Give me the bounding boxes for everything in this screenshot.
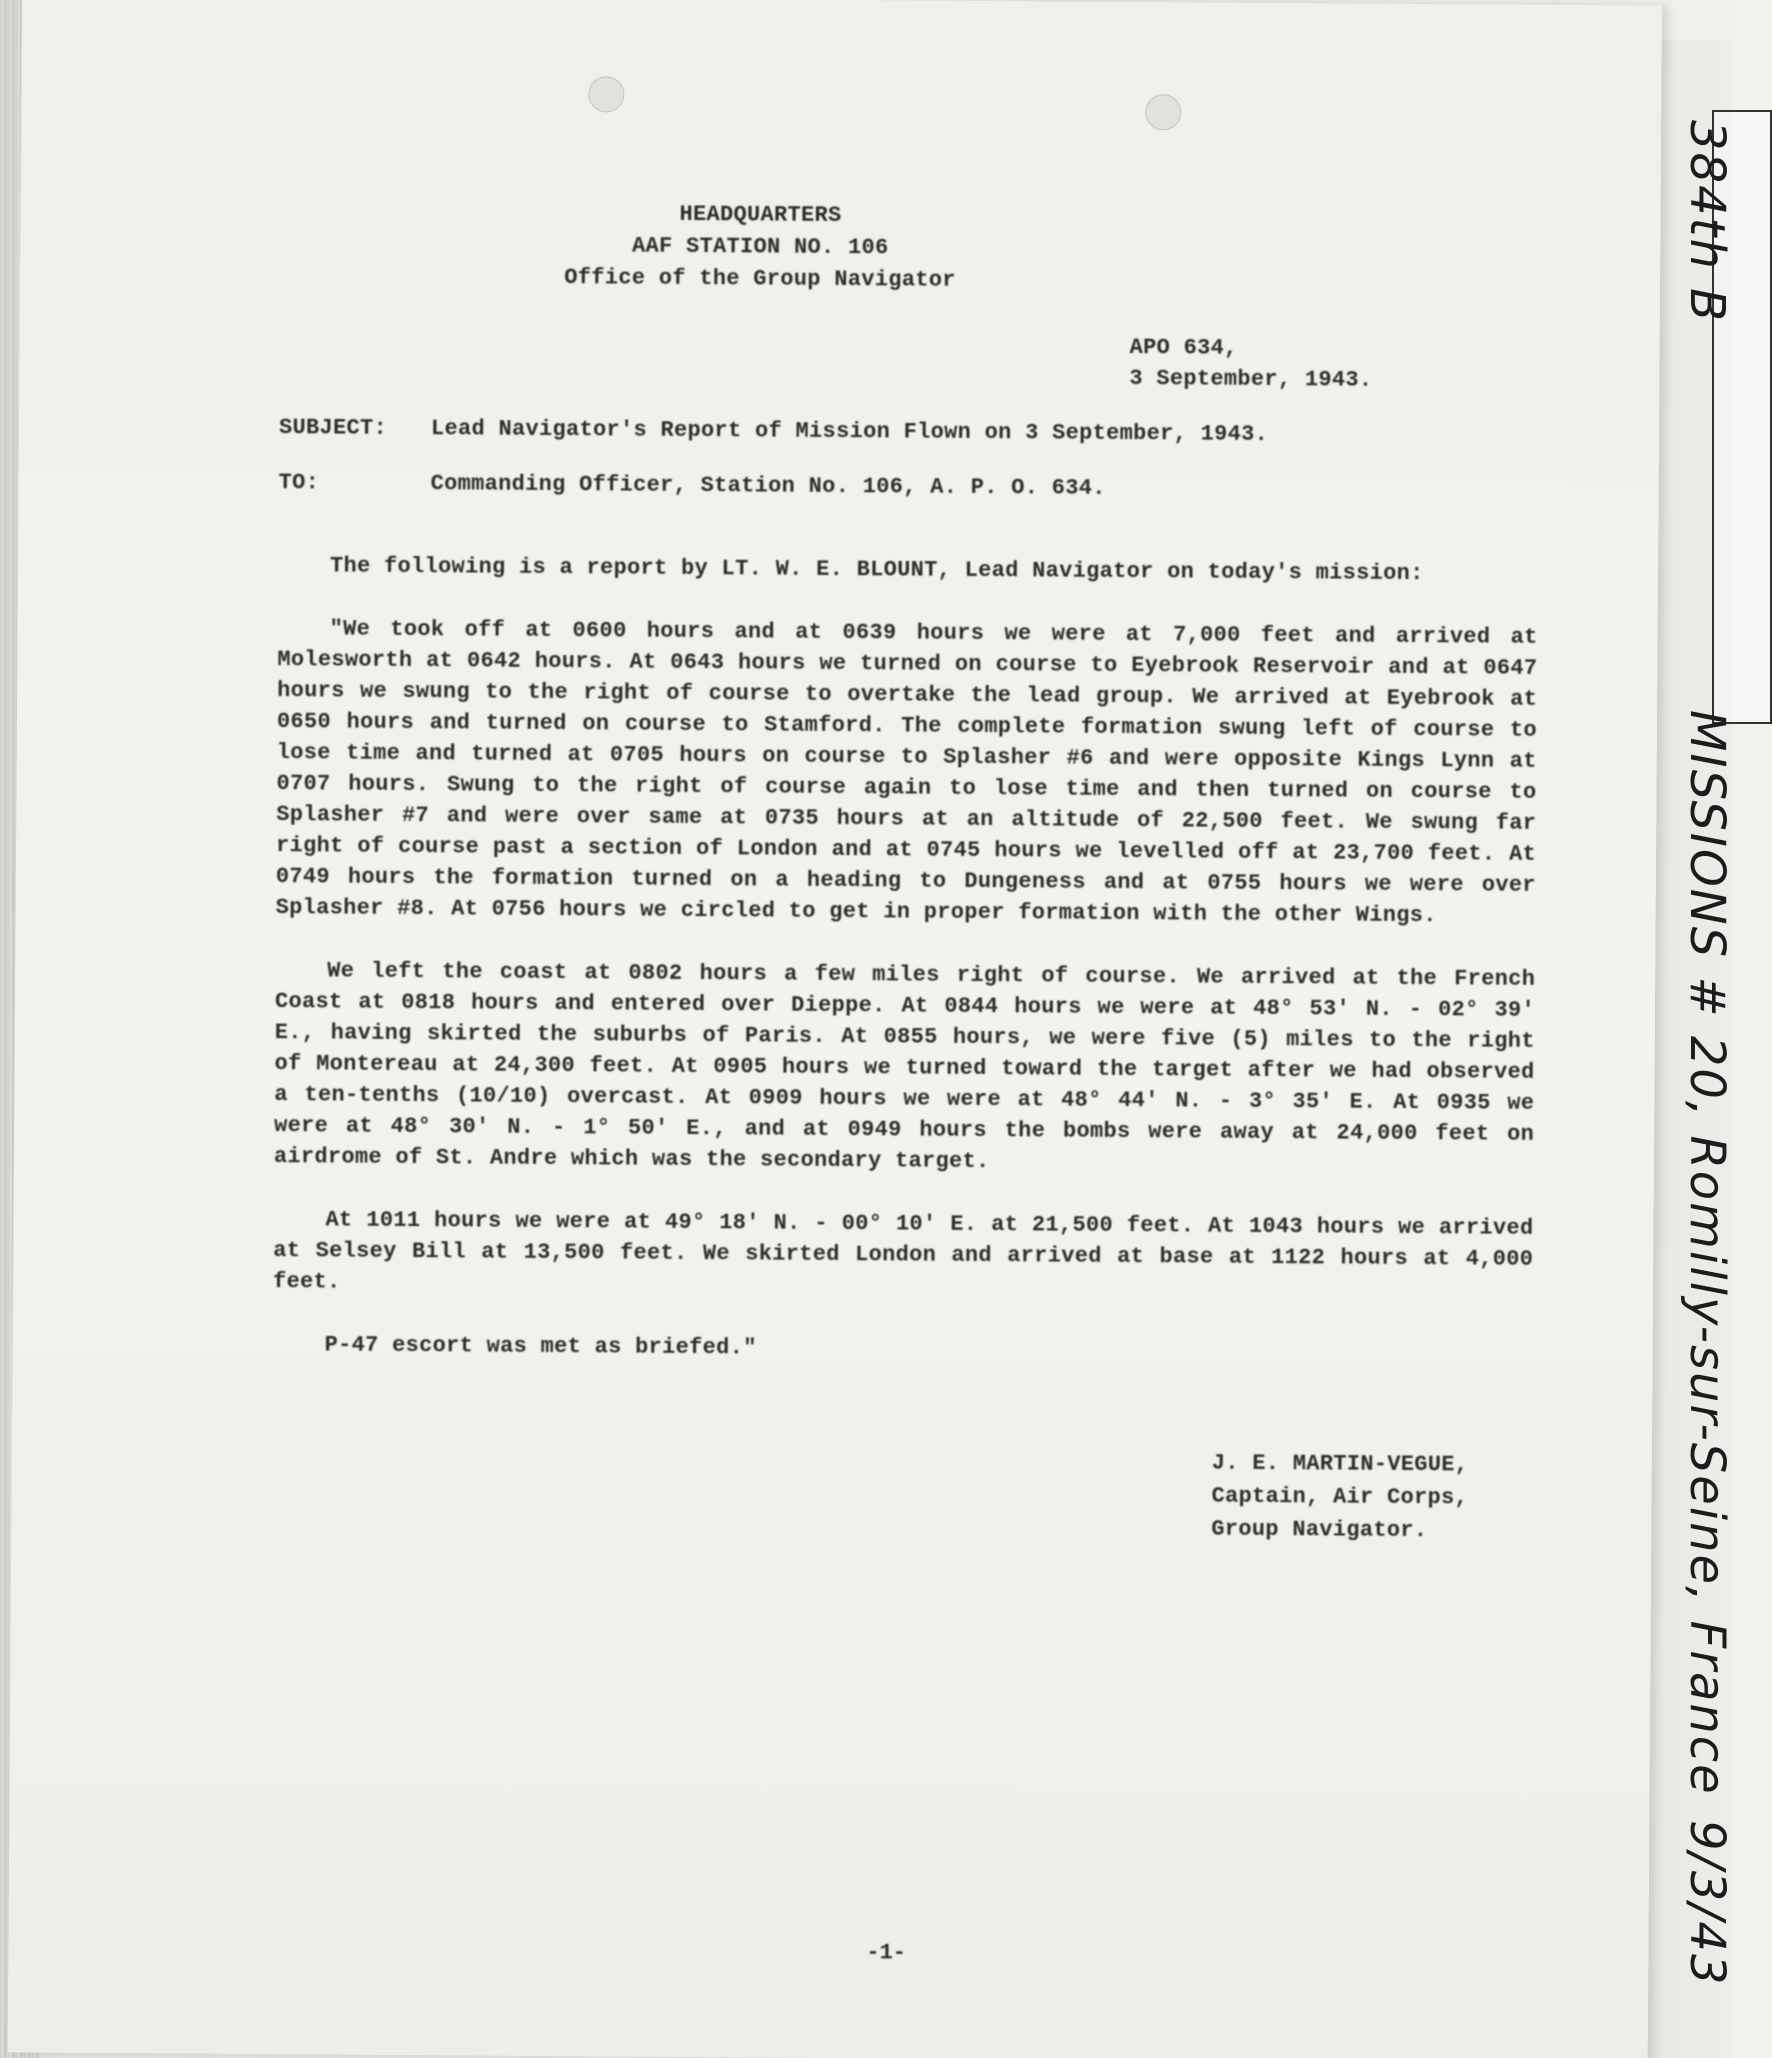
subject-label: SUBJECT: — [278, 415, 388, 441]
to-row — [279, 467, 1539, 507]
document-page — [8, 0, 1662, 2058]
body-paragraph-2: We left the coast at 0802 hours a few miles right of course. We arrived at the French Coast at 0818 hours and entered over Dieppe. At 0844 hours we were at 48° 53' N. - 02° 39' E., having skirted the suburbs of Paris. At 0855 hours, we were five (5) miles to the right of Montereau at 24,300 feet. At 0905 hours we turned toward the target after we had observed a ten-tenths (10/10) overcast. At 0909 hours we were at 48° 44' N. - 3° 35' E. At 0935 we were at 48° 30' N. - 1° 50' E., and at 0949 hours the bombs were away at 24,000 feet on airdrome of St. Andre which was the secondary target. — [273, 958, 1536, 1175]
letterhead — [280, 196, 1541, 301]
handwritten-mission: MISSIONS # 20, Romilly-sur-Seine, France — [1679, 710, 1735, 1796]
date-block — [1129, 332, 1539, 397]
to-text: Commanding Officer, Station No. 106, A. P. O. 634. — [430, 471, 1106, 501]
letterhead-line-3: Office of the Group Navigator — [564, 265, 956, 293]
handwritten-date: 9/3/43 — [1679, 1820, 1735, 1987]
handwritten-annotation — [1679, 120, 1765, 2020]
letterhead-line-1: HEADQUARTERS — [679, 201, 842, 229]
to-label: TO: — [278, 470, 320, 496]
body-paragraph-3: At 1011 hours we were at 49° 18' N. - 00° 10' E. at 21,500 feet. At 1043 hours we arrived at Selsey Bill at 13,500 feet. We skirted London and arrived at base at 1122 hours at 4,000 feet. — [272, 1207, 1534, 1295]
date-line: 3 September, 1943. — [1129, 366, 1373, 393]
signature-title: Group Navigator. — [1211, 1516, 1428, 1544]
page-number: -1- — [866, 1940, 907, 1966]
apo-line: APO 634, — [1129, 335, 1238, 361]
punch-hole-left — [588, 76, 624, 112]
handwritten-unit: 384th B — [1679, 120, 1735, 324]
body-paragraph-4: P-47 escort was met as briefed." — [324, 1332, 757, 1361]
signature-rank: Captain, Air Corps, — [1211, 1483, 1469, 1511]
body-paragraph-1: "We took off at 0600 hours and at 0639 hours we were at 7,000 feet and arrived at Molesworth at 0642 hours. At 0643 hours we turned on course to Eyebrook Reservoir and at 0647 hours we swung to the right of course to overtake the lead group. We arrived at Eyebrook at 0650 hours and turned on course to Stamford. The complete formation swung left of course to lose time and turned at 0705 hours on course to Splasher #6 and were opposite Kings Lynn at 0707 hours. Swung to the right of course again to lose time and then turned on course to Splasher #7 and were over same at 0735 hours at an altitude of 22,500 feet. We swung far right of course past a section of London and at 0745 hours we levelled off at 23,700 feet. At 0749 hours the formation turned on a heading to Dungeness and at 0755 hours we were over Splasher #8. At 0756 hours we circled to get in proper formation with the other Wings. — [275, 616, 1538, 929]
signature-block — [1211, 1447, 1532, 1548]
signature-name: J. E. MARTIN-VEGUE, — [1211, 1450, 1469, 1478]
subject-row — [279, 412, 1539, 452]
subject-text: Lead Navigator's Report of Mission Flown on 3 September, 1943. — [430, 416, 1269, 447]
intro-paragraph: The following is a report by LT. W. E. BLOUNT, Lead Navigator on today's mission: — [329, 553, 1424, 587]
punch-hole-right — [1145, 94, 1181, 130]
letter-body — [271, 196, 1540, 1548]
letterhead-line-2: AAF STATION NO. 106 — [631, 233, 889, 261]
